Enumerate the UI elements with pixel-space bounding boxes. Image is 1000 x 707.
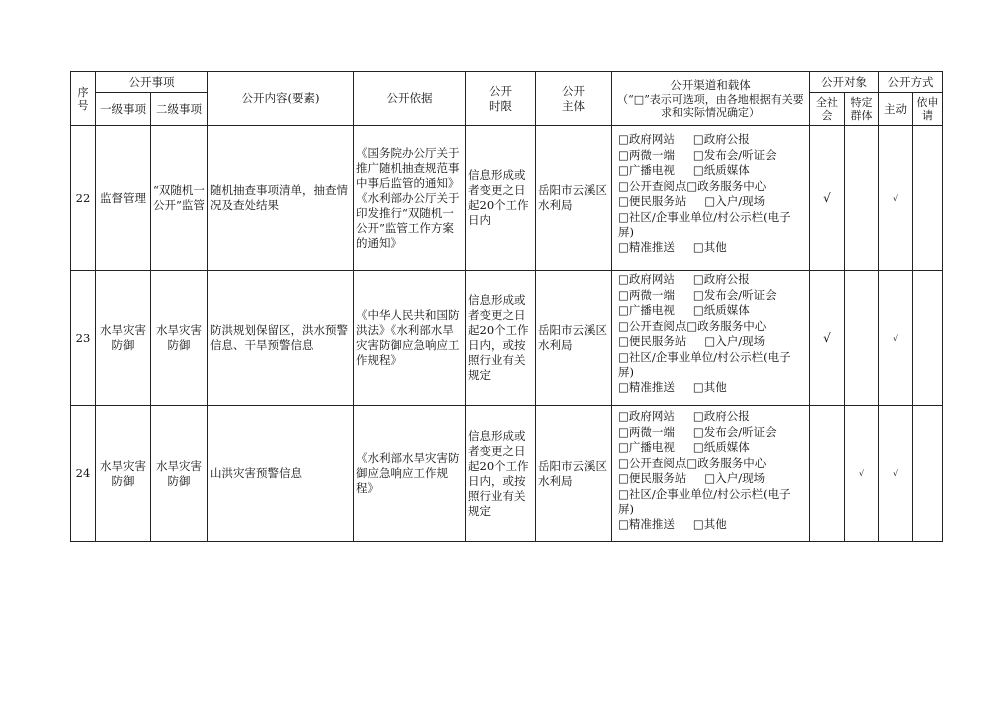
row-content: 随机抽查事项清单，抽查情况及查处结果: [208, 126, 354, 271]
row-seq: 23: [71, 271, 96, 406]
disclosure-table: [70, 71, 943, 542]
header-time-limit: 公开 时限: [466, 72, 536, 126]
channel-reading-point-service-center[interactable]: □公开查阅点□政务服务中心: [618, 178, 767, 193]
channel-door-to-door[interactable]: □入户/现场: [704, 194, 766, 208]
row-method-active: √: [879, 406, 913, 542]
channel-radio-tv[interactable]: □广播电视: [618, 440, 675, 454]
table-row: [71, 406, 943, 542]
header-channels-note: （“□”表示可选项，由各地根据有关要求和实际情况确定）: [617, 93, 804, 119]
header-method-request: 依申请: [913, 93, 943, 126]
header-subject: 公开 主体: [536, 72, 612, 126]
row-channels: [612, 126, 810, 271]
header-target-all: 全社会: [810, 93, 845, 126]
row-target-specific: [845, 126, 879, 271]
table-row: [71, 126, 943, 271]
channel-service-station[interactable]: □便民服务站: [618, 471, 687, 485]
channel-door-to-door[interactable]: □入户/现场: [704, 334, 766, 348]
header-content: 公开内容(要素): [208, 72, 354, 126]
row-level1: 水旱灾害防御: [96, 271, 151, 406]
channel-bulletin-board[interactable]: □社区/企事业单位/村公示栏(电子屏): [618, 486, 791, 516]
header-channels-title: 公开渠道和载体: [670, 78, 751, 92]
header-level2: 二级事项: [151, 93, 208, 126]
channel-gov-gazette[interactable]: □政府公报: [692, 272, 750, 286]
row-method-request: [913, 271, 943, 406]
channel-print-media[interactable]: □纸质媒体: [692, 163, 750, 177]
table-row: [71, 271, 943, 406]
row-seq: 24: [71, 406, 96, 542]
row-subject: 岳阳市云溪区水利局: [536, 126, 612, 271]
header-method-active: 主动: [879, 93, 913, 126]
header-level1: 一级事项: [96, 93, 151, 126]
channel-targeted-push[interactable]: □精准推送: [618, 516, 675, 531]
channel-door-to-door[interactable]: □入户/现场: [704, 471, 766, 485]
channel-other[interactable]: □其他: [692, 239, 727, 254]
header-target-specific: 特定群体: [845, 93, 879, 126]
channel-other[interactable]: □其他: [692, 379, 727, 394]
row-time-limit: 信息形成或者变更之日起20个工作日内，或按照行业有关规定: [466, 271, 536, 406]
channel-weibo-wechat-app[interactable]: □两微一端: [618, 424, 675, 439]
row-target-all: [810, 406, 845, 542]
channel-gov-gazette[interactable]: □政府公报: [692, 132, 750, 146]
row-level2: 水旱灾害防御: [151, 271, 208, 406]
channel-gov-gazette[interactable]: □政府公报: [692, 409, 750, 423]
row-method-active: √: [879, 126, 913, 271]
row-target-all: √: [810, 271, 845, 406]
header-method-group: 公开方式: [879, 72, 943, 93]
channel-press-hearing[interactable]: □发布会/听证会: [692, 424, 777, 439]
row-level2: “双随机一公开”监管: [151, 126, 208, 271]
channel-weibo-wechat-app[interactable]: □两微一端: [618, 287, 675, 302]
row-content: 山洪灾害预警信息: [208, 406, 354, 542]
row-basis: 《水利部水旱灾害防御应急响应工作规程》: [354, 406, 466, 542]
channel-radio-tv[interactable]: □广播电视: [618, 303, 675, 317]
header-target-group: 公开对象: [810, 72, 879, 93]
row-seq: 22: [71, 126, 96, 271]
row-target-specific: [845, 271, 879, 406]
channel-radio-tv[interactable]: □广播电视: [618, 163, 675, 177]
header-row-1: [71, 72, 943, 93]
row-time-limit: 信息形成或者变更之日起20个工作日内: [466, 126, 536, 271]
row-target-all: √: [810, 126, 845, 271]
channel-reading-point-service-center[interactable]: □公开查阅点□政务服务中心: [618, 455, 767, 470]
row-basis: 《国务院办公厅关于推广随机抽查规范事中事后监管的通知》《水利部办公厅关于印发推行“双随机一公开”监管工作方案的通知》: [354, 126, 466, 271]
row-method-active: √: [879, 271, 913, 406]
row-content: 防洪规划保留区，洪水预警信息、干旱预警信息: [208, 271, 354, 406]
row-basis: 《中华人民共和国防洪法》《水利部水旱灾害防御应急响应工作规程》: [354, 271, 466, 406]
row-subject: 岳阳市云溪区水利局: [536, 271, 612, 406]
row-subject: 岳阳市云溪区水利局: [536, 406, 612, 542]
row-level1: 监督管理: [96, 126, 151, 271]
channel-weibo-wechat-app[interactable]: □两微一端: [618, 147, 675, 162]
channel-press-hearing[interactable]: □发布会/听证会: [692, 147, 777, 162]
channel-gov-website[interactable]: □政府网站: [618, 272, 675, 286]
row-level1: 水旱灾害防御: [96, 406, 151, 542]
channel-other[interactable]: □其他: [692, 516, 727, 531]
channel-gov-website[interactable]: □政府网站: [618, 409, 675, 423]
channel-service-station[interactable]: □便民服务站: [618, 334, 687, 348]
header-channels: [612, 72, 810, 126]
channel-service-station[interactable]: □便民服务站: [618, 194, 687, 208]
row-method-request: [913, 406, 943, 542]
row-method-request: [913, 126, 943, 271]
row-channels: [612, 406, 810, 542]
header-seq: 序号: [71, 72, 96, 126]
channel-bulletin-board[interactable]: □社区/企事业单位/村公示栏(电子屏): [618, 349, 791, 379]
channel-print-media[interactable]: □纸质媒体: [692, 303, 750, 317]
channel-targeted-push[interactable]: □精准推送: [618, 379, 675, 394]
channel-reading-point-service-center[interactable]: □公开查阅点□政务服务中心: [618, 318, 767, 333]
channel-print-media[interactable]: □纸质媒体: [692, 440, 750, 454]
row-level2: 水旱灾害防御: [151, 406, 208, 542]
channel-targeted-push[interactable]: □精准推送: [618, 239, 675, 254]
channel-press-hearing[interactable]: □发布会/听证会: [692, 287, 777, 302]
channel-gov-website[interactable]: □政府网站: [618, 132, 675, 146]
row-target-specific: √: [845, 406, 879, 542]
channel-bulletin-board[interactable]: □社区/企事业单位/村公示栏(电子屏): [618, 209, 791, 239]
header-basis: 公开依据: [354, 72, 466, 126]
row-channels: [612, 271, 810, 406]
header-items-group: 公开事项: [96, 72, 208, 93]
row-time-limit: 信息形成或者变更之日起20个工作日内，或按照行业有关规定: [466, 406, 536, 542]
